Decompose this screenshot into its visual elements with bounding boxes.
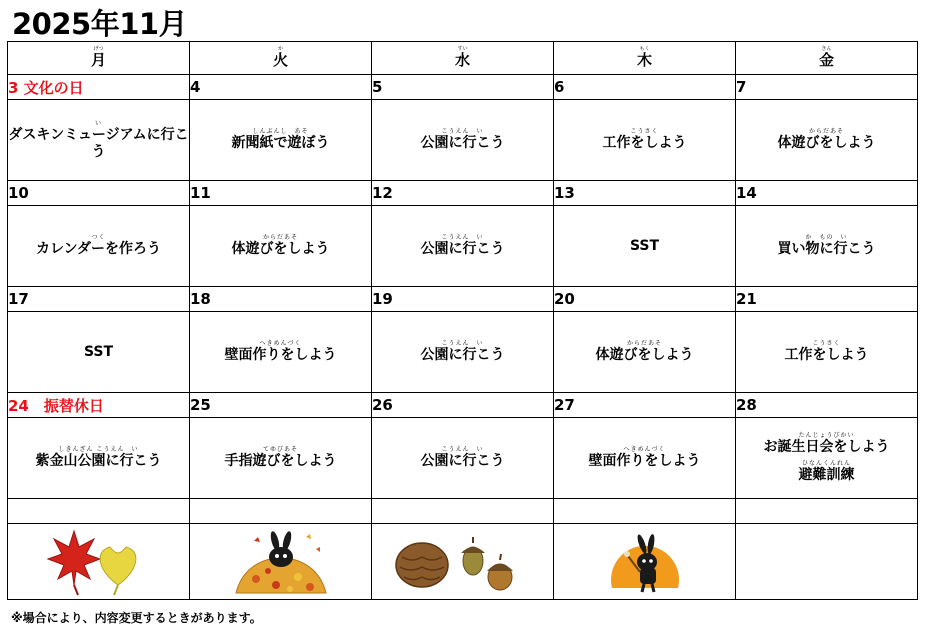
activity-text: 体遊びをしよう	[777, 135, 876, 151]
activity-text: 新聞紙で遊ぼう	[231, 135, 330, 151]
activity-cell: い ダスキンミュージアムに行こう	[8, 100, 190, 181]
date-row	[8, 75, 918, 100]
activity-text: 避難訓練	[798, 467, 855, 483]
illustration-cell	[554, 524, 736, 600]
illustration-row	[8, 524, 918, 600]
activity-text: カレンダーを作ろう	[35, 241, 162, 257]
activity-text: 手指遊びをしよう	[224, 453, 337, 469]
date-cell: 18	[190, 287, 372, 312]
illustration-cell	[372, 524, 554, 600]
activity-text: 公園に行こう	[420, 241, 505, 257]
date-cell: 27	[554, 393, 736, 418]
rabbit-moon-icon	[590, 526, 700, 598]
weekday-tue: か 火	[190, 42, 372, 75]
activity-cell: てゆびあそ 手指遊びをしよう	[190, 418, 372, 499]
date-cell: 12	[372, 181, 554, 206]
date-cell: 13	[554, 181, 736, 206]
date-cell: 10	[8, 181, 190, 206]
date-cell: 25	[190, 393, 372, 418]
date-cell: 21	[736, 287, 918, 312]
activity-text: 体遊びをしよう	[595, 347, 694, 363]
activity-cell: からだあそ 体遊びをしよう	[736, 100, 918, 181]
date-row	[8, 287, 918, 312]
date-cell: 14	[736, 181, 918, 206]
date-cell: 28	[736, 393, 918, 418]
date-cell: 26	[372, 393, 554, 418]
activity-cell: こうさく 工作をしよう	[736, 312, 918, 393]
activity-text: 公園に行こう	[420, 453, 505, 469]
activity-cell: たんじょうびかい お誕生日会をしよう ひなんくんれん 避難訓練	[736, 418, 918, 499]
date-cell: 17	[8, 287, 190, 312]
activity-row	[8, 312, 918, 393]
pinecone-acorns-icon	[388, 527, 538, 597]
activity-cell: しきんざん こうえん い 紫金山公園に行こう	[8, 418, 190, 499]
activity-text: 紫金山公園に行こう	[35, 453, 162, 469]
date-cell: 7	[736, 75, 918, 100]
activity-text: お誕生日会をしよう	[763, 439, 890, 455]
illustration-cell-empty	[736, 524, 918, 600]
activity-cell: しんぶんし あそ 新聞紙で遊ぼう	[190, 100, 372, 181]
illustration-cell	[8, 524, 190, 600]
date-cell: 6	[554, 75, 736, 100]
activity-cell: からだあそ 体遊びをしよう	[190, 206, 372, 287]
activity-cell: へきめんづく 壁面作りをしよう	[554, 418, 736, 499]
activity-cell	[8, 312, 190, 393]
weekday-thu: もく 木	[554, 42, 736, 75]
date-cell: 11	[190, 181, 372, 206]
activity-text: 公園に行こう	[420, 135, 505, 151]
page-title: 2025年11月	[12, 7, 188, 41]
autumn-leaves-icon	[44, 527, 154, 597]
activity-cell	[554, 206, 736, 287]
activity-text: 壁面作りをしよう	[588, 453, 701, 469]
activity-text: SST	[83, 343, 114, 360]
date-cell: 20	[554, 287, 736, 312]
activity-cell: こうえん い 公園に行こう	[372, 312, 554, 393]
activity-text: 体遊びをしよう	[231, 241, 330, 257]
activity-cell: こうえん い 公園に行こう	[372, 206, 554, 287]
activity-text: 工作をしよう	[602, 135, 687, 151]
activity-text: 買い物に行こう	[777, 241, 876, 257]
activity-text: ダスキンミュージアムに行こう	[8, 126, 189, 160]
activity-text: SST	[629, 237, 660, 254]
weekday-header-row	[8, 42, 918, 75]
rabbit-in-leaves-icon	[226, 527, 336, 597]
weekday-fri: きん 金	[736, 42, 918, 75]
date-row	[8, 181, 918, 206]
activity-text: 壁面作りをしよう	[224, 347, 337, 363]
date-cell: 19	[372, 287, 554, 312]
calendar-table	[7, 41, 918, 600]
activity-text: 工作をしよう	[784, 347, 869, 363]
activity-row	[8, 100, 918, 181]
weekday-wed: すい 水	[372, 42, 554, 75]
illustration-cell	[190, 524, 372, 600]
activity-cell: からだあそ 体遊びをしよう	[554, 312, 736, 393]
date-row	[8, 393, 918, 418]
footnote: ※場合により、内容変更するときがあります。	[11, 611, 262, 625]
activity-text: 公園に行こう	[420, 347, 505, 363]
activity-row	[8, 418, 918, 499]
activity-cell: こうさく 工作をしよう	[554, 100, 736, 181]
activity-cell: つく カレンダーを作ろう	[8, 206, 190, 287]
date-cell: 24 振替休日	[8, 393, 190, 418]
activity-cell: へきめんづく 壁面作りをしよう	[190, 312, 372, 393]
activity-row	[8, 206, 918, 287]
weekday-mon: げつ 月	[8, 42, 190, 75]
activity-cell: こうえん い 公園に行こう	[372, 100, 554, 181]
blank-row	[8, 499, 918, 524]
date-cell: 4	[190, 75, 372, 100]
activity-cell: か もの い 買い物に行こう	[736, 206, 918, 287]
activity-cell: こうえん い 公園に行こう	[372, 418, 554, 499]
date-cell: 3 文化の日	[8, 75, 190, 100]
date-cell: 5	[372, 75, 554, 100]
